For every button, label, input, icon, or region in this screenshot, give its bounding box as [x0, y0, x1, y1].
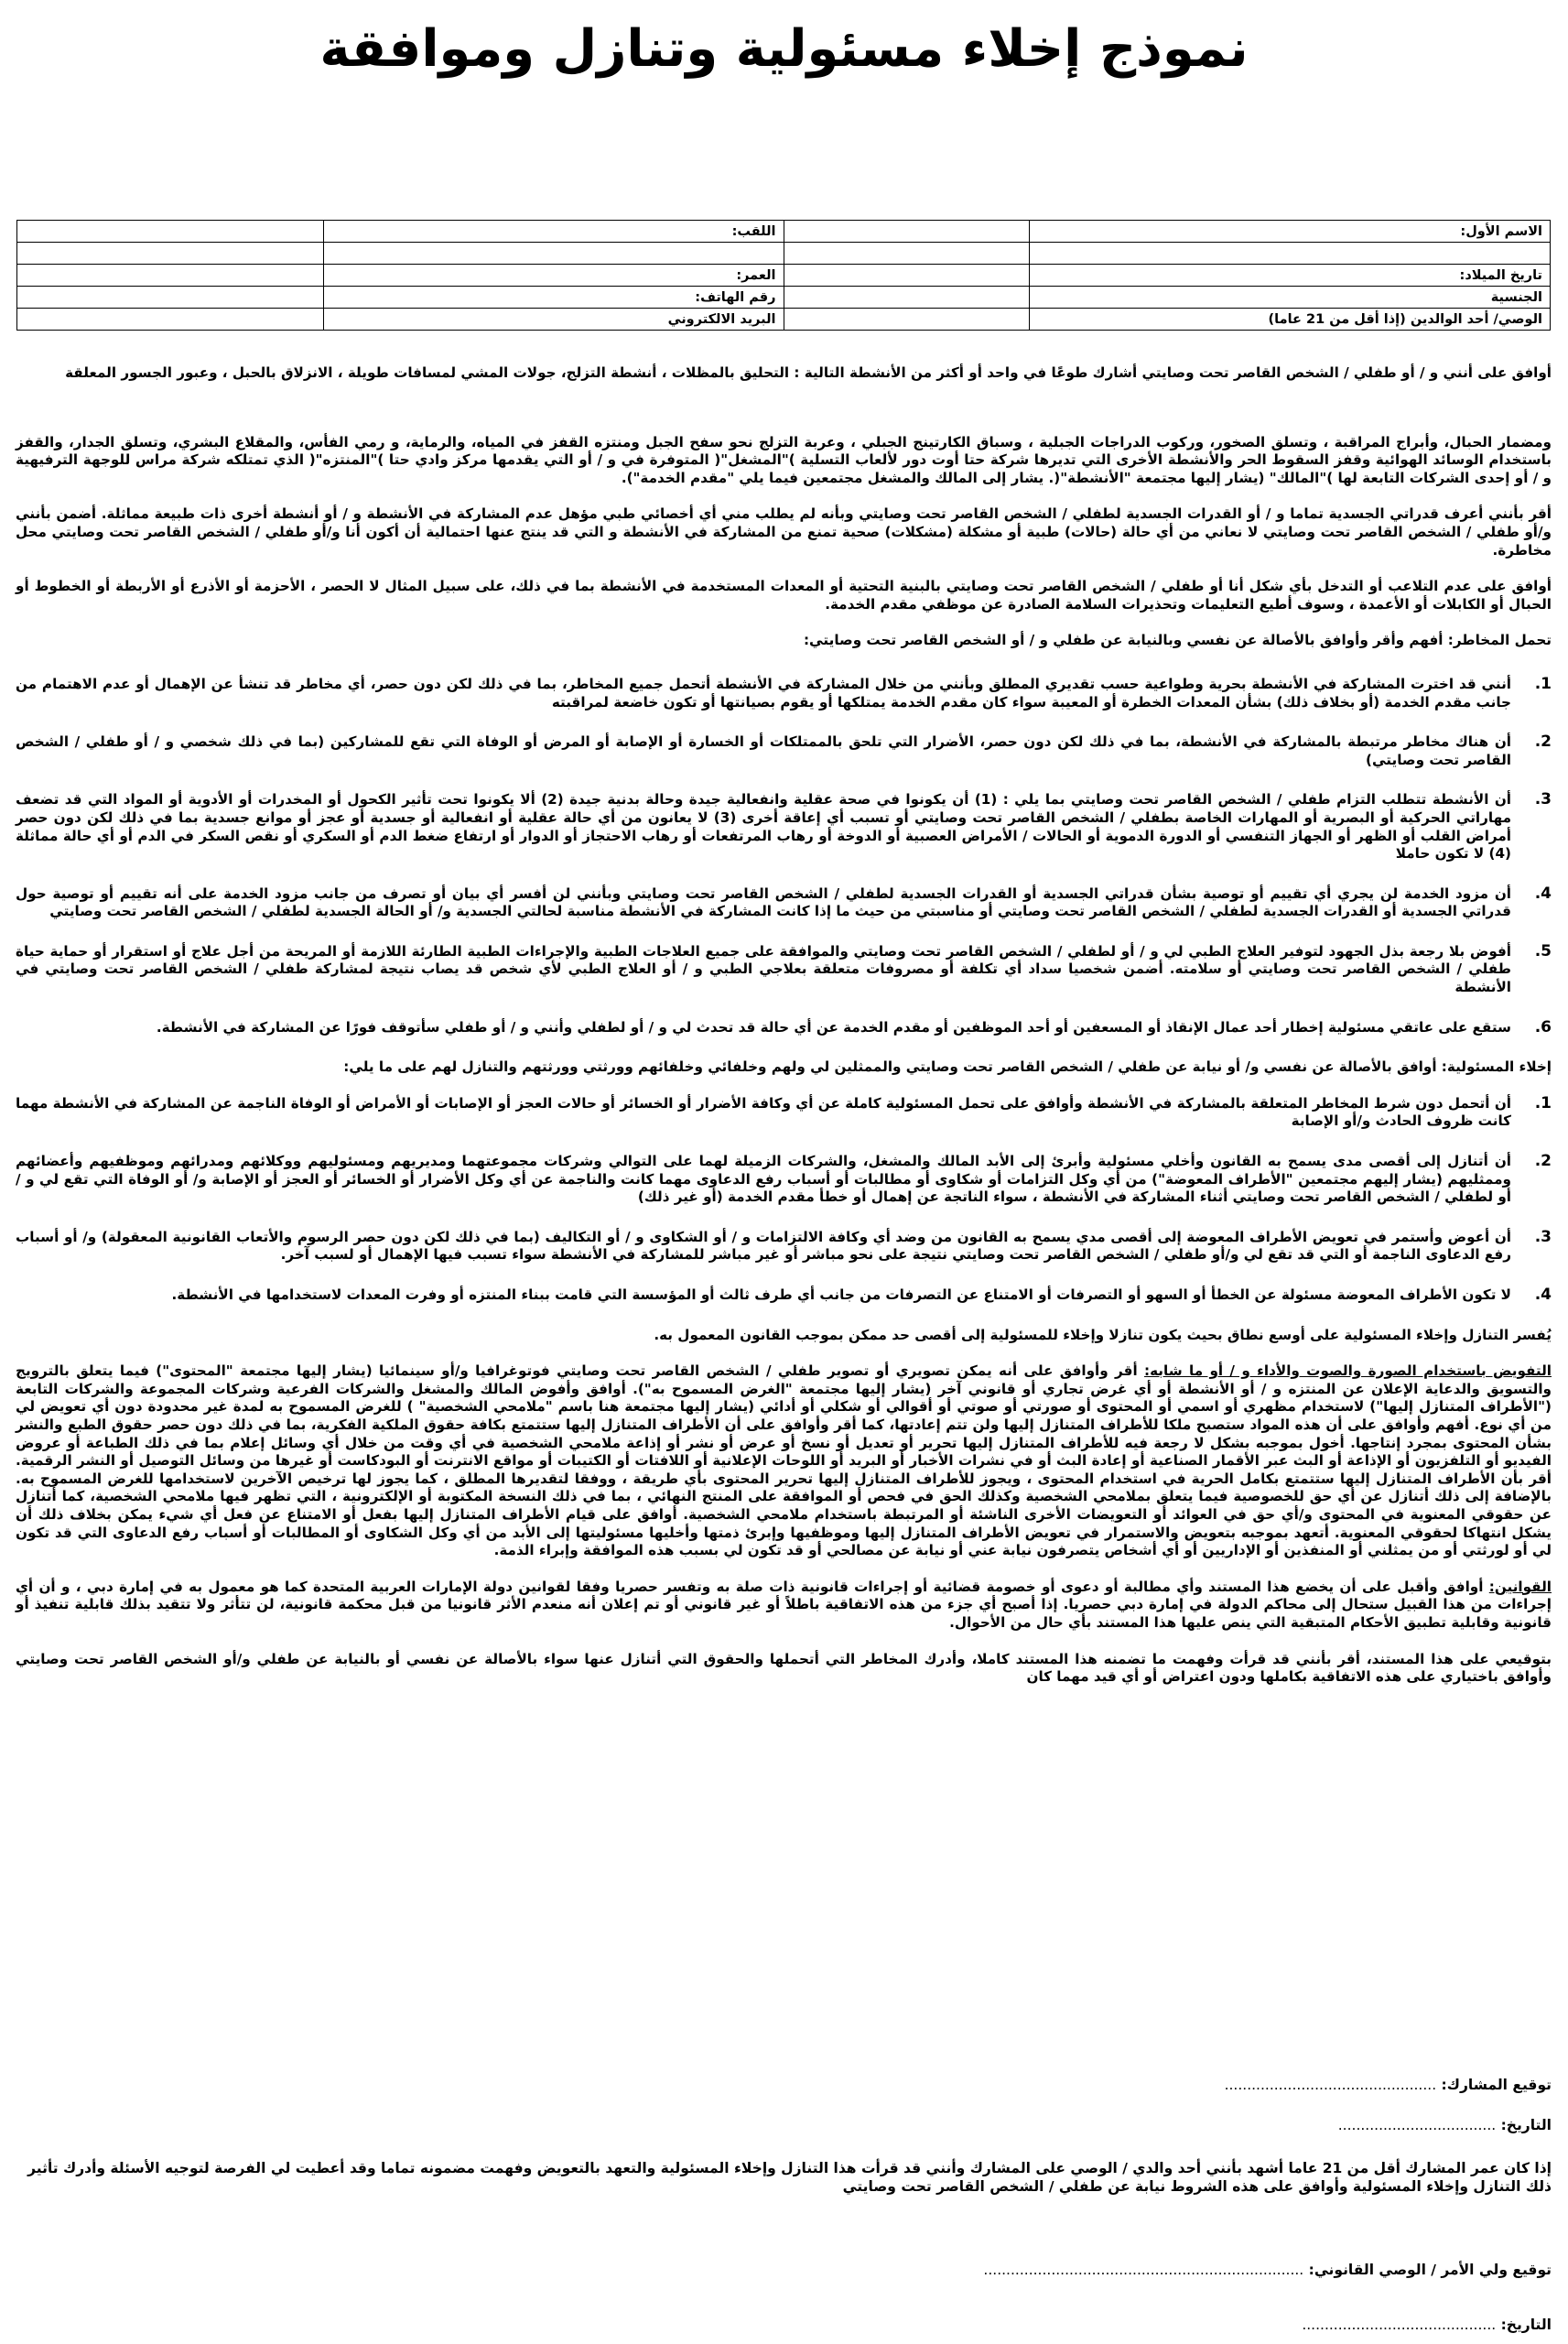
risk-item — [16, 943, 1552, 997]
fitness-paragraph: أقر بأنني أعرف قدراتي الجسدية تماما و / أو القدرات الجسدية لطفلي / الشخص القاصر تحت وصايتي وبأنه لم يطلب مني أي أخصائي طبي مؤهل عدم المشاركة في الأنشطة و / أو أنشطة أخرى ذات طبيعة مماثلة. أضمن بأنني و/أو طفلي / الشخص القاصر تحت وصايتي لا نعاني من أي حالة (حالات) طبية أو مشكلة (مشكلات) صحية تمنع من المشاركة في الأنشطة و التي قد ينتج عنها احتمالية أن أكون أنا و/أو طفلي / الشخص القاصر تحت وصايتي محل مخاطرة. — [16, 505, 1552, 559]
item-text: أن الأنشطة تتطلب التزام طفلي / الشخص القاصر تحت وصايتي بما يلي : (1) أن يكونوا في صحة عقلية وانفعالية جيدة وحالة بدنية جيدة (2) ألا يكونوا تحت تأثير الكحول أو المخدرات أو الأدوية أو المواد التي قد تضعف مهاراتي الحركية أو البصرية أو المهارات الخاصة بطفلي / الشخص القاصر تحت وصايتي أو تسبب أي إعاقة أخرى (3) لا يعانون من أي حالة عقلية أو انفعالية أو جسدية أو عجز أو موانع جسدية بما في ذلك لكن دون حصر أمراض القلب أو الظهر أو الجهاز التنفسي أو الدورة الدموية أو الحالات / الأمراض العصبية أو الدوخة أو رهاب المرتفعات أو رهاب الاحتجاز أو الدوار أو ارتفاع ضغط الدم أو السكري أو نقص السكر في الدم أو أي حالة مماثلة (4) لا تكون حاملا — [16, 791, 1511, 863]
first-name-field[interactable] — [784, 221, 1029, 243]
item-text: ستقع على عاتقي مسئولية إخطار أحد عمال الإنقاذ أو المسعفين أو أحد الموظفين أو مقدم الخدمة عن أي حالة قد تحدث لي و / أو لطفلي وأنني و / أو طفلي سأتوقف فورًا عن المشاركة في الأنشطة. — [156, 1018, 1511, 1036]
item-number: 3. — [1534, 1227, 1552, 1246]
document-body — [16, 364, 1552, 1705]
signing-intro: بتوقيعي على هذا المستند، أقر بأنني قد قرأت وفهمت ما تضمنه هذا المستند كاملا، وأدرك المخاطر التي أتحملها والحقوق التي أتنازل عنها سواء بالأصالة عن نفسي أو بالنيابة عن طفلي و/أو الشخص القاصر تحت وصايتي وأوافق باختياري على هذه الاتفاقية بكاملها ودون اعتراض أو أي قيد مهما كان — [16, 1650, 1552, 1686]
equipment-paragraph: أوافق على عدم التلاعب أو التدخل بأي شكل أنا أو طفلي / الشخص القاصر تحت وصايتي بالبنية التحتية أو المعدات المستخدمة في الأنشطة بما في ذلك، على سبيل المثال لا الحصر ، الأحزمة أو الأذرع أو الأربطة أو الخطوط أو الحبال أو الكابلات أو الأعمدة ، وسوف أطيع التعليمات وتحذيرات السلامة الصادرة عن موظفي مقدم الخدمة. — [16, 578, 1552, 613]
media-paragraph — [16, 1362, 1552, 1560]
item-number: 4. — [1534, 1286, 1552, 1304]
age-field[interactable] — [17, 265, 324, 287]
empty-field[interactable] — [784, 243, 1029, 265]
release-item — [16, 1229, 1552, 1264]
item-text: أفوض بلا رجعة بذل الجهود لتوفير العلاج الطبي لي و / أو لطفلي / الشخص القاصر تحت وصايتي والموافقة على جميع العلاجات الطبية والإجراءات الطبية الطارئة اللازمة أو المريحة من أجل علاج أو استقرار أو حماية حياة طفلي / الشخص القاصر تحت وصايتي أو سلامته. أضمن شخصيا سداد أي تكلفة أو مصروفات متعلقة بعلاجي الطبي و / أو العلاج الطبي لأي شخص قد يصاب نتيجة لمشاركة طفلي / الشخص القاصر تحت وصايتي في الأنشطة — [16, 942, 1511, 996]
guardian-signature-line[interactable] — [983, 2262, 1552, 2278]
risk-item — [16, 733, 1552, 769]
participant-date-line[interactable] — [1338, 2117, 1552, 2133]
guardian-date-dots: ........................................... — [1302, 2317, 1497, 2333]
item-number: 4. — [1534, 884, 1552, 903]
phone-field[interactable] — [17, 287, 324, 309]
item-text: أن أتنازل إلى أقصى مدى يسمح به القانون وأخلي مسئولية وأبرئ إلى الأبد المالك والمشغل، والشركات الزميلة لهما على التوالي وشركات مجموعتهما ومديريهم ومسئوليهم ووكلائهم ومدرائهم وموظفيهم وأعضائهم وممثليهم (يشار إليهم مجتمعين "الأطراف المعوضة") من أي وكل التزامات أو شكاوى أو مطالبات أو أسباب رفع الدعاوى مهما كانت والناجمة عن أي وكل الأضرار أو الخسائر أو العجز أو الإصابة و/ أو الوفاة التي تقع لي و / أو لطفلي / الشخص القاصر تحت وصايتي أثناء المشاركة في الأنشطة ، سواء الناتجة عن إهمال أو خطأ مقدم الخدمة (أو غير ذلك) — [16, 1153, 1511, 1206]
label-nationality: الجنسية — [1029, 287, 1551, 309]
guardian-signature-dots: ....................................................................... — [983, 2262, 1304, 2278]
participant-date-label: التاريخ: — [1500, 2117, 1552, 2133]
item-text: لا تكون الأطراف المعوضة مسئولة عن الخطأ أو السهو أو التصرفات أو الامتناع عن التصرفات من جانب أي طرف ثالث أو المؤسسة التي قامت ببناء المنتزه أو وفرت المعدات لاستخدامها في الأنشطة. — [171, 1286, 1511, 1303]
label-empty — [324, 243, 784, 265]
label-phone: رقم الهاتف: — [324, 287, 784, 309]
guardian-field[interactable] — [784, 309, 1029, 331]
form-row — [17, 265, 1551, 287]
surname-field[interactable] — [17, 221, 324, 243]
form-row — [17, 243, 1551, 265]
participant-signature-dots: ............................................... — [1224, 2077, 1437, 2093]
form-row — [17, 309, 1551, 331]
item-text: أن هناك مخاطر مرتبطة بالمشاركة في الأنشطة، بما في ذلك لكن دون حصر، الأضرار التي تلحق بالممتلكات أو الخسارة أو الإصابة أو المرض أو الوفاة التي تقع للمشاركين (بما في ذلك شخصي و / أو طفلي / الشخص القاصر تحت وصايتي) — [16, 733, 1511, 768]
item-text: أنني قد اخترت المشاركة في الأنشطة بحرية وطواعية حسب تقديري المطلق وبأنني من خلال المشاركة في الأنشطة أتحمل جميع المخاطر، بما في ذلك لكن دون حصر، أي مخاطر قد تنشأ عن الإهمال أو عدم الاهتمام من جانب مقدم الخدمة (أو بخلاف ذلك) بشأن المعدات الخطرة أو المعيبة سواء كان مقدم الخدمة يمتلكها أو يقوم بصيانتها أو تكون خاضعة لمراقبته — [16, 675, 1511, 711]
law-paragraph — [16, 1579, 1552, 1633]
risk-item — [16, 676, 1552, 711]
form-row — [17, 221, 1551, 243]
label-guardian: الوصي/ أحد الوالدين (إذا أقل من 21 عاما) — [1029, 309, 1551, 331]
risk-item — [16, 791, 1552, 863]
document-title: نموذج إخلاء مسئولية وتنازل وموافقة — [319, 19, 1249, 79]
item-text: أن أعوض وأستمر في تعويض الأطراف المعوضة إلى أقصى مدي يسمح به القانون من وضد أي وكافة الالتزامات و / أو الشكاوى و / أو التكاليف (بما في ذلك لكن دون حصر الرسوم والأتعاب القانونية المعقولة) و/ أو أسباب رفع الدعاوى الناجمة أو التي قد تقع لي و/أو طفلي / الشخص القاصر تحت وصايتي نتيجة على نحو مباشر أو غير مباشر للمشاركة في الأنشطة سواء تسبب فيها الإهمال أو لسبب آخر. — [16, 1228, 1511, 1264]
guardian-statement: إذا كان عمر المشارك أقل من 21 عاما أشهد بأنني أحد والدي / الوصي على المشارك وأنني قد قرأت هذا التنازل وإخلاء المسئولية والتعهد بالتعويض وفهمت مضمونه تماما وقد أعطيت لي الفرصة لتوجيه الأسئلة وأدرك تأثير ذلك التنازل وإخلاء المسئولية وأوافق على هذه الشروط نيابة عن طفلي / الشخص القاصر تحت وصايتي — [27, 2160, 1552, 2195]
media-title: التفويض باستخدام الصورة والصوت والأداء و / أو ما شابه: — [1144, 1362, 1552, 1380]
label-first-name: الاسم الأول: — [1029, 221, 1551, 243]
item-text: أن مزود الخدمة لن يجري أي تقييم أو توصية بشأن قدراتي الجسدية أو القدرات الجسدية لطفلي / الشخص القاصر تحت وصايتي وبأنني لن أفسر أي بيان أو تصرف من جانب مزود الخدمة على أنه تقييم أو توصية حول قدراتي الجسدية أو القدرات الجسدية لطفلي / الشخص القاصر تحت وصايتي أو مناسبتي من حيث ما إذا كانت المشاركة في الأنشطة مناسبة لحالتي الجسدية و/ أو الحالة الجسدية لطفلي / الشخص القاصر تحت وصايتي — [16, 884, 1511, 920]
release-heading: إخلاء المسئولية: أوافق بالأصالة عن نفسي و/ أو نيابة عن طفلي / الشخص القاصر تحت وصايتي والممثلين لي ولهم وخلفائي وخلفائهم وورثتي وورثتهم والتنازل لهم على ما يلي: — [343, 1058, 1552, 1076]
label-empty — [1029, 243, 1551, 265]
form-row — [17, 287, 1551, 309]
item-number: 1. — [1534, 1093, 1552, 1112]
release-item — [16, 1153, 1552, 1207]
activities-list-paragraph: ومضمار الحبال، وأبراج المراقبة ، وتسلق الصخور، وركوب الدراجات الجبلية ، وسباق الكارتينج الجبلي ، وعربة التزلج نحو سفح الجبل ومنتزه القفز في المياه، والرماية، و رمي الفأس، والمقلاع البشري، وتسلق الجدار، والقفز باستخدام الوسائد الهوائية وقفز السقوط الحر والأنشطة الأخرى التي تديرها شركة حتا أوت دور لألعاب التسلية )"المشغل"( المتوفرة في و / أو التي يقدمها مركز وادي حتا )"المنتزه"( الذي تمتلكه شركة مراس للوجهة الترفيهية و / أو إحدى الشركات التابعة لها )"المالك" (يشار إليها مجتمعة "الأنشطة"(. يشار إلى المالك والمشغل مجتمعين فيما يلي "مقدم الخدمة"). — [16, 433, 1552, 486]
law-title: القوانين: — [1488, 1578, 1552, 1595]
label-birth-date: تاريخ الميلاد: — [1029, 265, 1551, 287]
guardian-date-line[interactable] — [1302, 2317, 1552, 2333]
risk-item — [16, 885, 1552, 921]
release-item — [16, 1095, 1552, 1131]
email-field[interactable] — [17, 309, 324, 331]
law-text: أوافق وأقبل على أن يخضع هذا المستند وأي مطالبة أو دعوى أو خصومة قضائية أو إجراءات قانونية ذات صلة به وتفسر حصريا وفقا لقوانين دولة الإمارات العربية المتحدة كما هو معمول به في إمارة دبي ، و أن أي إجراءات من هذا القبيل ستحال إلى محاكم الدولة في إمارة دبي حصريا. إذا أصبح أي جزء من هذه الاتفاقية باطلاً أو غير قانوني أو تم إعلان أنه منعدم الأثر قانونيا من قبل محكمة قانونية، لن تتأثر ولا تتقيد بذلك قابلية تنفيذ أو قانونية وقابلية تطبيق الأحكام المتبقية التي ينص عليها هذا المستند بأي حال من الأحوال. — [16, 1578, 1552, 1631]
guardian-date-label: التاريخ: — [1500, 2317, 1552, 2333]
media-text: أقر وأوافق على أنه يمكن تصويري أو تصوير طفلي / الشخص القاصر تحت وصايتي فوتوغرافيا و/أو سينمائيا (يشار إليها مجتمعة "المحتوى") فيما يتعلق بالترويج والتسويق والدعاية الإعلان عن المنتزه و / أو الأنشطة أو أي غرض تجاري أو قانوني آخر (يشار إليها مجتمعة "الغرض المسموح به"). أوافق وأفوض المالك والمشغل والشركات الفرعية وشركات المجموعة والشركات التابعة ("الأطراف المتنازل إليها") لاستخدام مظهري أو اسمي أو المحتوى أو صورتي أو صوتي أو أقوالي أو شكلي أو أدائي (يشار إليها مجتمعة هنا باسم "ملامحي الشخصية" ) للغرض المسموح به لمدة غير محدودة دون أي تعويض لي من أي نوع. أفهم وأوافق على أن هذه المواد ستصبح ملكا للأطراف المتنازل إليها ولن تتم إعادتها، كما أقر وأوافق على أن الأطراف المتنازل إليها ستتمتع بكافة حقوق الملكية الفكرية، بما في ذلك دون حصر حقوق الطبع والنشر بشأن المحتوى بمجرد إنتاجها. أخول بموجبه بشكل لا رجعة فيه للأطراف المتنازل إليها تحرير أو تعديل أو نسخ أو عرض أو نشر أو إذاعة ملامحي الشخصية في أي وقت من خلال أي وسائل إعلام بما في ذلك الطباعة أو عروض الفيديو أو التلفزيون أو الإذاعة أو البث عبر الأقمار الصناعية أو إعادة البث أو في نشرات الأخبار أو البريد أو اللوحات الإعلانية أو اللافتات أو الكتيبات أو مواقع الانترنت أو البودكاست أو غيرها من وسائل التوصيل أو النشر الرقمية. أقر بأن الأطراف المتنازل إليها ستتمتع بكامل الحرية في استخدام المحتوى ، ويجوز للأطراف المتنازل إليها تحرير المحتوى بأي طريقة ، ووفقا لتقديرها المطلق ، كما يجوز لها ترخيص الآخرين لاستخدامها للغرض المسموح به. بالإضافة إلى ذلك أتنازل عن أي حق للخصوصية فيما يتعلق بملامحي الشخصية وكذلك الحق في فحص أو الموافقة على المنتج النهائي ، بما في ذلك النسخة المكتوبة أو الإلكترونية ، التي تظهر فيها ملامحي الشخصية، كما أتنازل عن حقوقي المعنوية في المحتوى و/أي حق في العوائد أو التعويضات الأخرى الناشئة أو المرتبطة باستخدام ملامحي الشخصية. أوافق على قيام الأطراف المتنازل إليها بفعل أو الامتناع عن فعل أي شيء يمكن بخلاف ذلك أن يشكل انتهاكا لحقوقي المعنوية. أتعهد بموجبه بتعويض والاستمرار في تعويض الأطراف المتنازل إليها وموظفيها وإبرئ ذمتها وأخليها مسئوليتها إلى الأبد من أي وكل الشكاوى أو المطالبات أو أسباب رفع الدعاوى التي قد تكون لي أو لورثتي أو من يمثلني أو المنفذين أو الإداريين أو أي أشخاص يتصرفون نيابة عني أو نيابة عن مصالحي أو قد تكون لي بسبب هذه الموافقة وإبراء الذمة. — [16, 1362, 1552, 1559]
item-text: أن أتحمل دون شرط المخاطر المتعلقة بالمشاركة في الأنشطة وأوافق على تحمل المسئولية كاملة عن أي وكافة الأضرار أو الخسائر أو حالات العجز أو الإصابات أو الأمراض أو الوفاة الناجمة عن المشاركة في الأنشطة مهما كانت ظروف الحادث و/أو الإصابة — [16, 1094, 1511, 1130]
activities-paragraph: أوافق على أنني و / أو طفلي / الشخص القاصر تحت وصايتي أشارك طوعًا في واحد أو أكثر من الأنشطة التالية : التحليق بالمظلات ، أنشطة التزلج، جولات المشي لمسافات طويلة ، الانزلاق بالحبل ، وعبور الجسور المعلقة — [65, 364, 1552, 381]
label-surname: اللقب: — [324, 221, 784, 243]
birth-date-field[interactable] — [784, 265, 1029, 287]
guardian-signature-label: توقيع ولي الأمر / الوصي القانوني: — [1308, 2262, 1552, 2278]
risks-heading: تحمل المخاطر: أفهم وأقر وأوافق بالأصالة عن نفسي وبالنيابة عن طفلي و / أو الشخص القاصر تحت وصايتي: — [803, 632, 1552, 649]
item-number: 2. — [1534, 732, 1552, 752]
item-number: 6. — [1534, 1017, 1552, 1036]
interpretation-paragraph: يُفسر التنازل وإخلاء المسئولية على أوسع نطاق بحيث يكون تنازلا وإخلاء للمسئولية إلى أقصى حد ممكن بموجب القانون المعمول به. — [654, 1326, 1552, 1343]
item-number: 2. — [1534, 1152, 1552, 1171]
label-age: العمر: — [324, 265, 784, 287]
item-number: 1. — [1534, 674, 1552, 693]
participant-info-table — [16, 220, 1551, 331]
empty-field[interactable] — [17, 243, 324, 265]
label-email: البريد الالكتروني — [324, 309, 784, 331]
participant-date-dots: ................................... — [1337, 2117, 1497, 2133]
participant-signature-line[interactable] — [1225, 2077, 1552, 2093]
risk-item — [16, 1019, 1552, 1037]
participant-signature-label: توقيع المشارك: — [1441, 2077, 1552, 2093]
nationality-field[interactable] — [784, 287, 1029, 309]
item-number: 5. — [1534, 941, 1552, 960]
release-item — [16, 1286, 1552, 1305]
item-number: 3. — [1534, 790, 1552, 809]
